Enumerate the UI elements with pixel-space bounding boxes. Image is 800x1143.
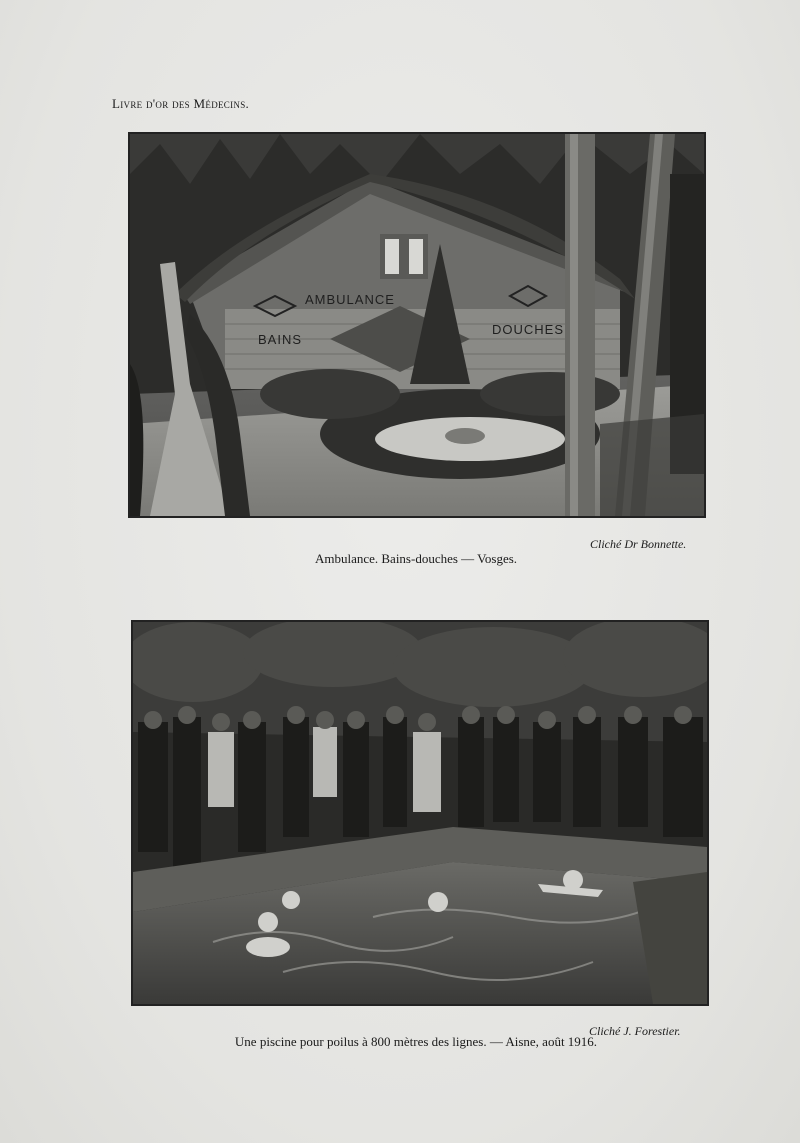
photo-caption-2: Une piscine pour poilus à 800 mètres des lignes. — Aisne, août 1916. bbox=[234, 1034, 598, 1049]
sign-bains: BAINS bbox=[258, 332, 303, 347]
photo-soldiers-pool bbox=[131, 620, 709, 1006]
photo-credit-1: Cliché Dr Bonnette. bbox=[590, 537, 687, 551]
running-head: Livre d'or des Médecins. bbox=[112, 96, 250, 111]
sign-douches: DOUCHES bbox=[492, 322, 565, 337]
photo-bath-house bbox=[128, 132, 706, 518]
sign-ambulance: AMBULANCE bbox=[305, 292, 395, 307]
photo-credit-2: Cliché J. Forestier. bbox=[589, 1024, 681, 1038]
photo-caption-1: Ambulance. Bains-douches — Vosges. bbox=[314, 551, 518, 566]
